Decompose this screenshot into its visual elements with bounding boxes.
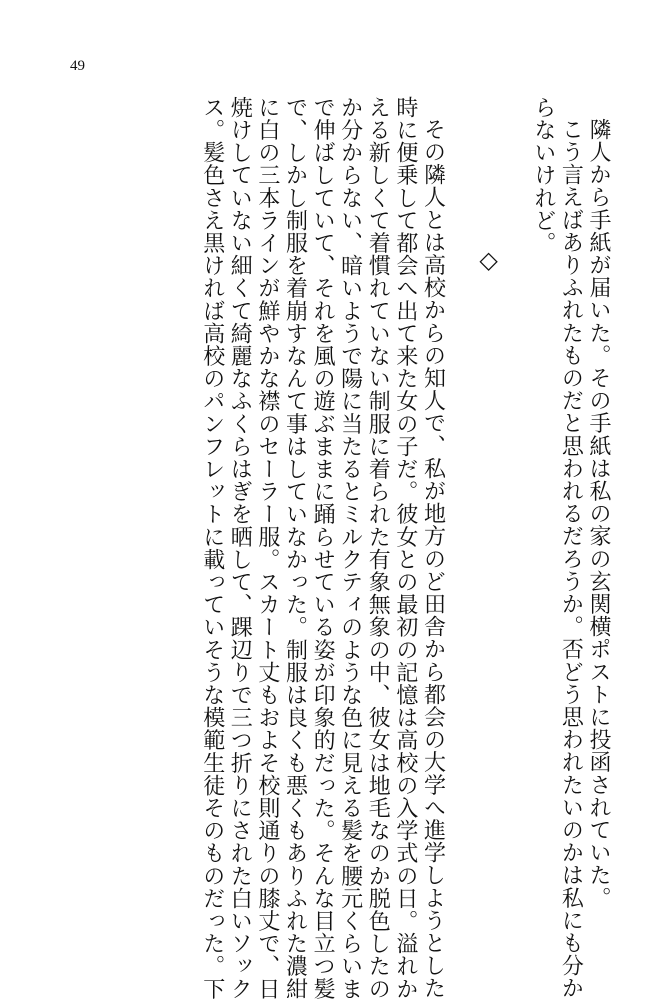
- blank-line: [446, 96, 474, 866]
- text-line-12: ス。髪色さえ黒ければ高校のパンフレットに載っていそうな模範生徒そのものだった。下: [199, 96, 225, 1000]
- text-line-1: 隣人から手紙が届いた。その手紙は私の家の玄関横ポストに投函されていた。: [586, 118, 611, 909]
- text-line-9: で、しかし制服を着崩すなんて事はしていなかった。制服は良くも悪くもありふれた濃紺: [282, 96, 308, 1000]
- text-line-2: こう言えばありふれたものだと思われるだろうか。否どう思われたいのかは私にも分か: [558, 118, 584, 1000]
- page-number: 49: [70, 58, 85, 74]
- text-line-7: か分からない、暗いようで陽に当たるとミルクティのような色に見える髪を腰元くらいま: [337, 96, 363, 1000]
- vertical-text-body: [198, 96, 612, 1000]
- text-line-5: 時に便乗して都会へ出て来た女の子だ。彼女との最初の記憶は高校の入学式の日。溢れか: [392, 96, 418, 1000]
- text-line-4: その隣人とは高校からの知人で、私が地方のど田舎から都会の大学へ進学しようとした: [420, 118, 446, 1000]
- text-line-6: える新しくて着慣れていない制服に着られた有象無象の中、彼女は地毛なのか脱色したの: [365, 96, 391, 1000]
- text-line-11: 焼けしていない細くて綺麗なふくらはぎを晒して、踝辺りで三つ折りにされた白いソック: [227, 96, 253, 1000]
- section-separator-diamond: ◇: [474, 246, 503, 275]
- text-line-8: で伸ばしていて、それを風の遊ぶままに踊らせている姿が印象的だった。そんな目立つ髪: [310, 96, 336, 1000]
- blank-line: [502, 96, 530, 866]
- text-line-10: に白の三本ラインが鮮やかな襟のセーラー服。スカート丈もおよそ校則通りの膝丈で、日: [254, 96, 280, 1000]
- text-line-3: らないけれど。: [530, 96, 556, 255]
